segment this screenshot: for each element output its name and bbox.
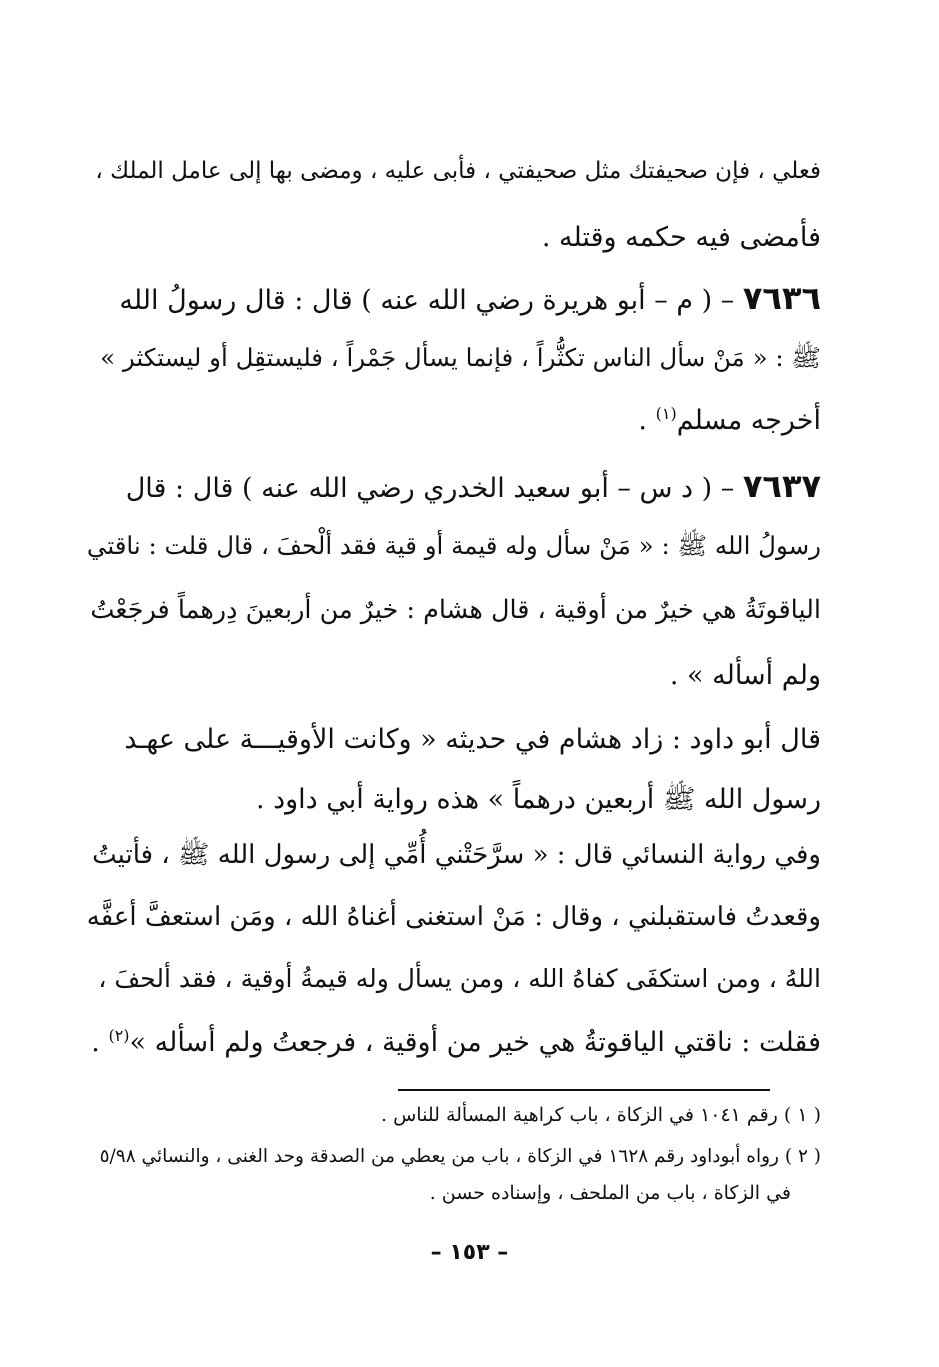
footnote-ref-2: (٢) xyxy=(108,1026,130,1045)
nasai-line-1: وفي رواية النسائي قال : « سرَّحَتْني أُمِّي إلى رسول الله ﷺ ، فأتيتُ xyxy=(92,840,821,870)
abu-dawud-line-2: رسول الله ﷺ أربعين درهماً » هذه رواية أبي داود . xyxy=(255,784,821,815)
source-label: أخرجه مسلم xyxy=(676,405,821,436)
line-end-dot: . xyxy=(91,1027,100,1058)
hadith-7637-heading xyxy=(88,467,821,505)
hadith-number: ٧٦٣٧ xyxy=(742,467,821,505)
footnote-divider xyxy=(398,1089,770,1091)
text-line-2: فأمضى فيه حكمه وقتله . xyxy=(541,222,821,253)
text-line-1: فعلي ، فإن صحيفتك مثل صحيفتي ، فأبى عليه ، ومضى بها إلى عامل الملك ، xyxy=(95,158,821,184)
nasai-line-2: وقعدتُ فاستقبلني ، وقال : مَنْ استغنى أغناهُ الله ، ومَن استعفَّ أعفَّه xyxy=(86,902,821,932)
footnote-ref-1: (١) xyxy=(655,404,677,423)
hadith-7636-text: ﷺ : « مَنْ سأل الناس تكثُّراً ، فإنما يسأل جَمْراً ، فليستقِل أو ليستكثر » xyxy=(100,343,821,372)
nasai-line-4 xyxy=(88,1028,821,1056)
footnote-2-continued: في الزكاة ، باب من الملحف ، وإسناده حسن . xyxy=(429,1182,791,1204)
hadith-7637-text-3: ولم أسأله » . xyxy=(669,660,821,691)
hadith-7636-narrator: – ( م – أبو هريرة رضي الله عنه ) قال : قال رسولُ الله xyxy=(119,285,735,316)
footnote-1: ( ١ ) رقم ١٠٤١ في الزكاة ، باب كراهية المسألة للناس . xyxy=(381,1104,821,1126)
hadith-number: ٧٦٣٦ xyxy=(742,279,821,317)
footnote-2: ( ٢ ) رواه أبوداود رقم ١٦٢٨ في الزكاة ، باب من يعطي من الصدقة وحد الغنى ، والنسائي ٥/٩٨ xyxy=(99,1146,821,1167)
nasai-line-3: اللهُ ، ومن استكفَى كفاهُ الله ، ومن يسأل وله قيمةُ أوقية ، فقد ألحفَ ، xyxy=(98,964,821,993)
nasai-line-4-text: فقلت : ناقتي الياقوتةُ هي خير من أوقية ، فرجعتُ ولم أسأله » xyxy=(129,1027,821,1058)
hadith-7636-heading xyxy=(88,279,821,317)
hadith-7636-source xyxy=(88,406,821,434)
hadith-7637-text-2: الياقوتَةُ هي خيرٌ من أوقية ، قال هشام : خيرٌ من أربعينَ دِرهماً فرجَعْتُ xyxy=(90,595,821,625)
abu-dawud-line-1: قال أبو داود : زاد هشام في حديثه « وكانت الأوقيـــة على عهـد xyxy=(124,724,821,755)
page-number: – ١٥٣ – xyxy=(430,1240,509,1265)
hadith-7637-narrator: – ( د س – أبو سعيد الخدري رضي الله عنه ) قال : قال xyxy=(125,473,735,504)
hadith-7637-text-1: رسولُ الله ﷺ : « مَنْ سأل وله قيمة أو قية فقد ألْحفَ ، قال قلت : ناقتي xyxy=(86,531,821,560)
line-end-dot: . xyxy=(638,405,648,436)
